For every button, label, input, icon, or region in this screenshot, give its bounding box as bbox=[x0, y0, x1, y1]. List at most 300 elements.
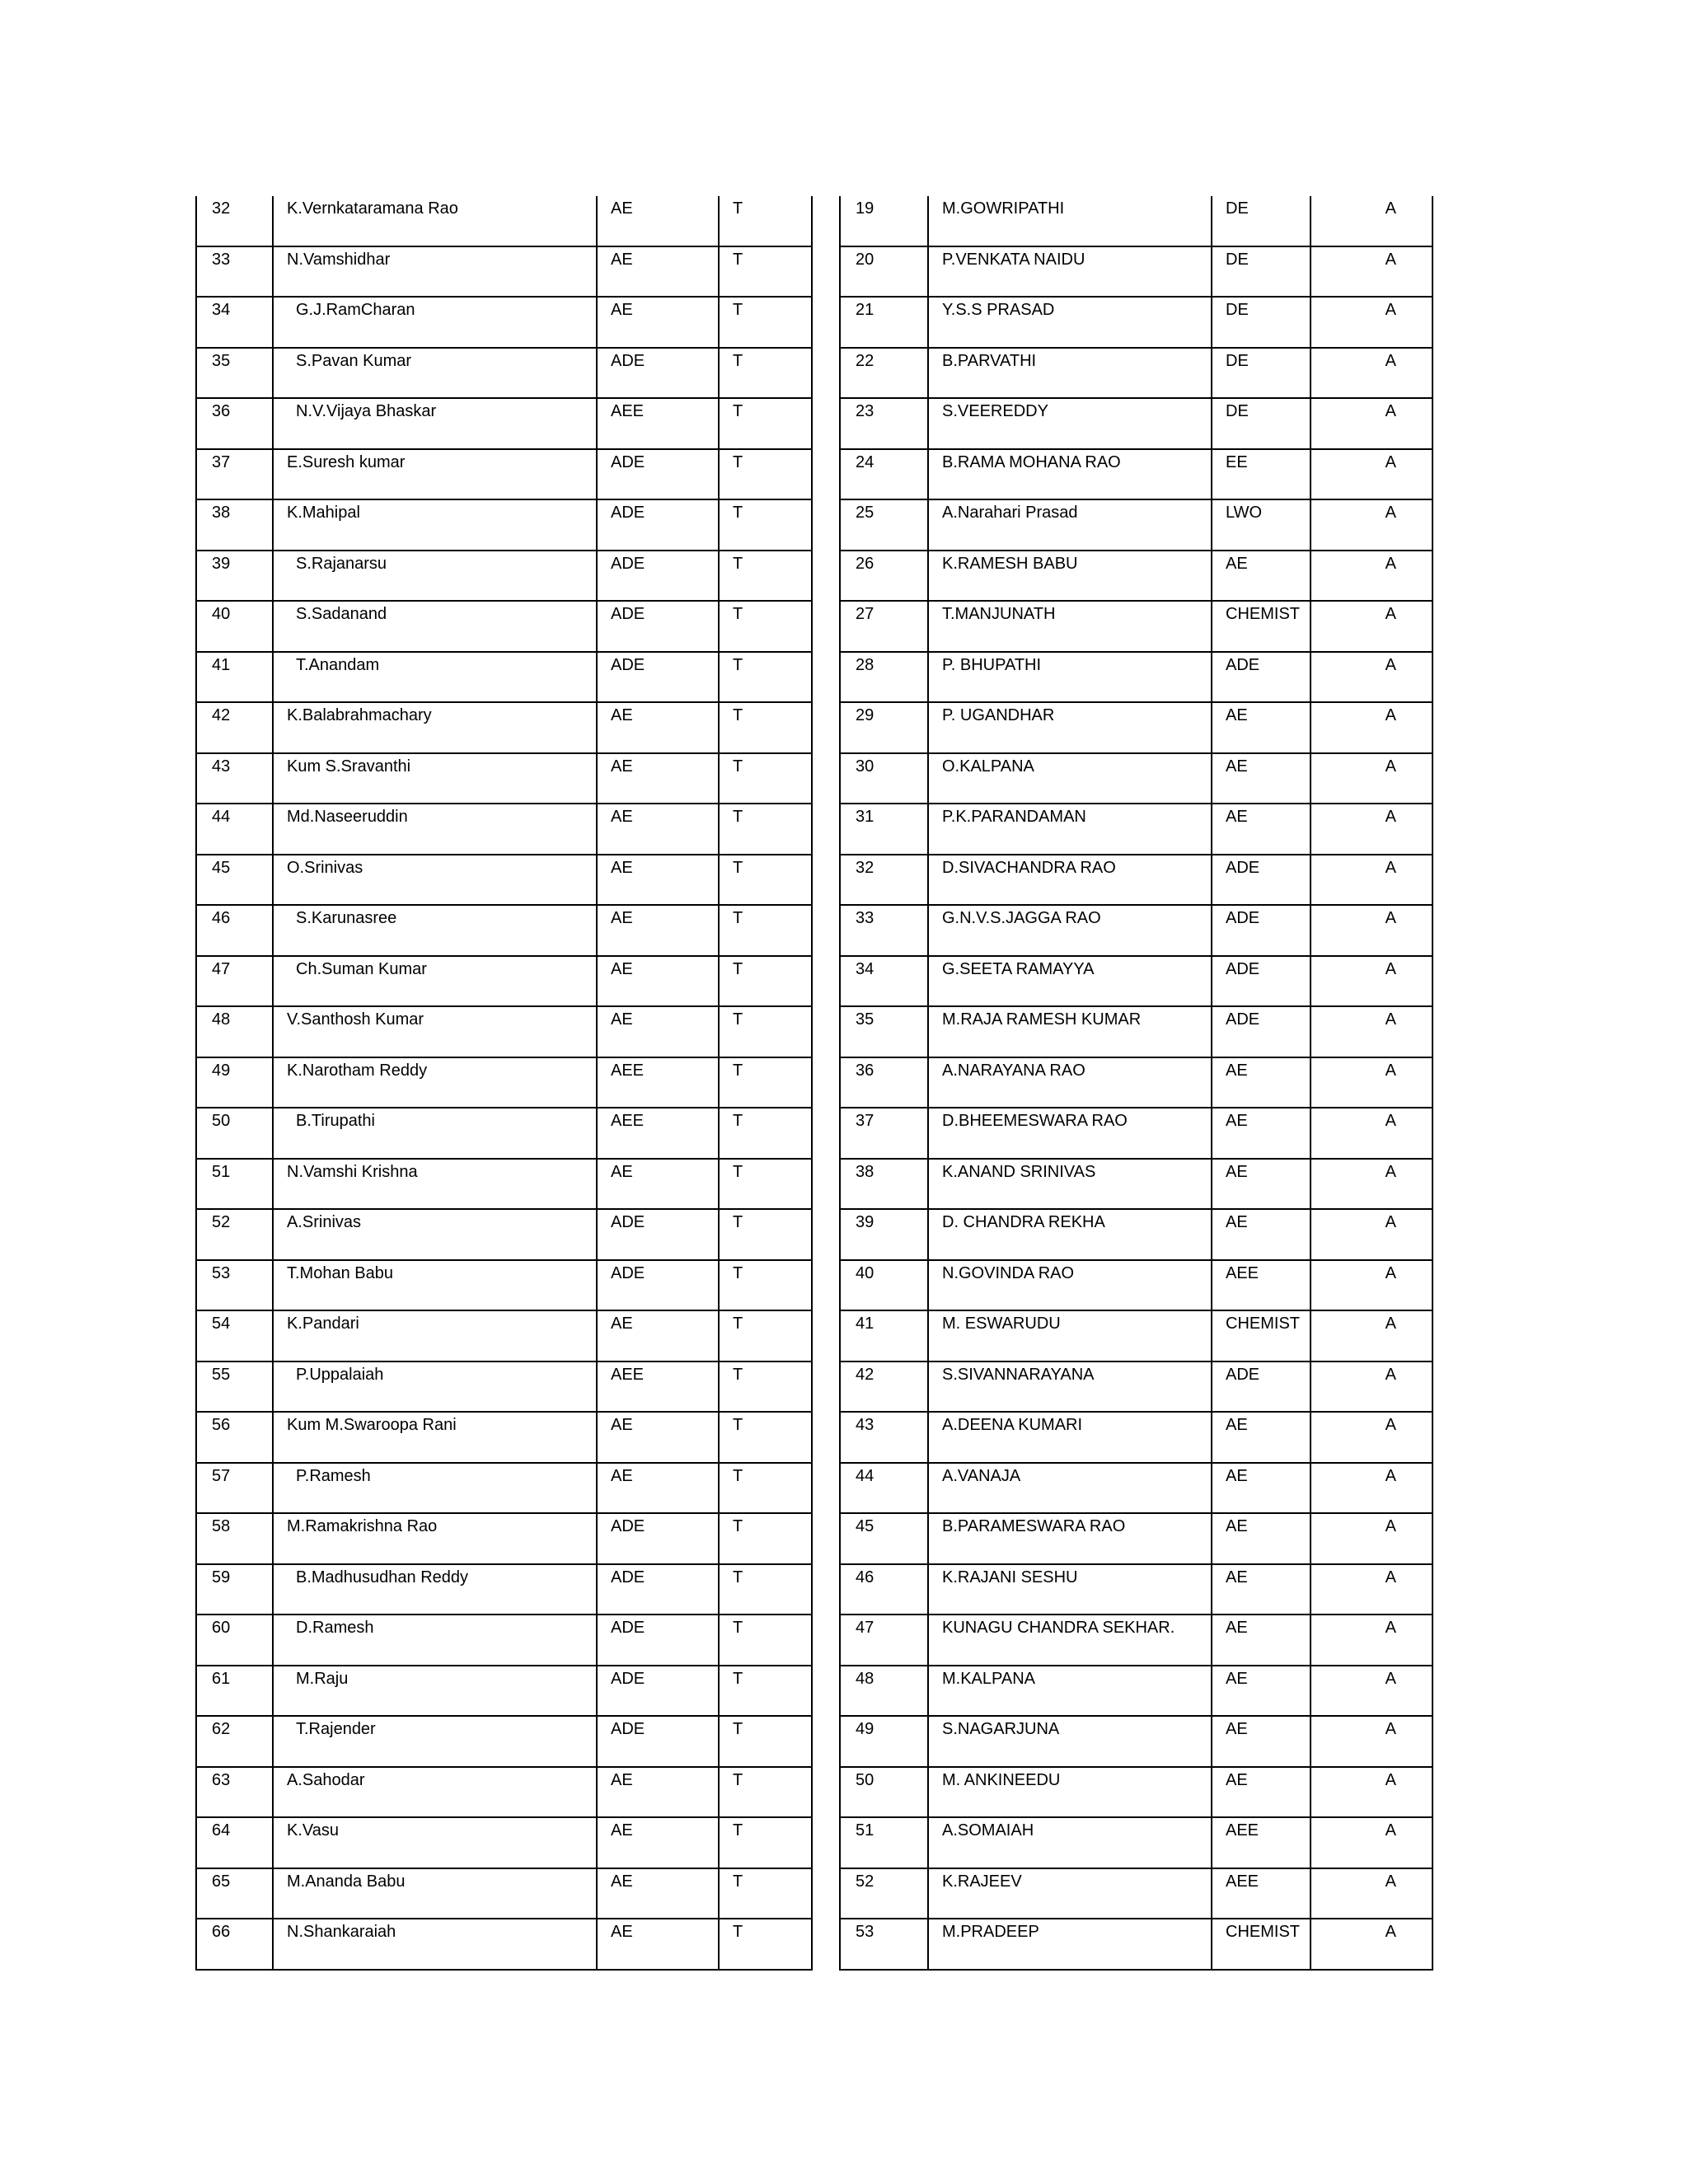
designation-text: AE bbox=[611, 757, 633, 776]
serial-number-cell bbox=[196, 804, 273, 855]
employee-name-text: G.SEETA RAMAYYA bbox=[942, 959, 1095, 978]
table-row bbox=[196, 398, 812, 449]
employee-name-text: N.Vamshidhar bbox=[287, 250, 391, 269]
table-row bbox=[840, 652, 1432, 703]
serial-number-text: 37 bbox=[212, 452, 231, 471]
category-code-text: A bbox=[1385, 757, 1396, 776]
table-row bbox=[840, 1310, 1432, 1361]
employee-name-text: M.PRADEEP bbox=[942, 1923, 1039, 1941]
employee-name-text: D. CHANDRA REKHA bbox=[942, 1213, 1105, 1231]
designation-text: AE bbox=[1226, 1568, 1248, 1586]
employee-name-text: Ch.Suman Kumar bbox=[296, 959, 427, 978]
designation-text: ADE bbox=[611, 1669, 645, 1688]
employee-name-cell bbox=[928, 1513, 1212, 1564]
serial-number-cell bbox=[840, 1817, 928, 1868]
designation-text: DE bbox=[1226, 351, 1249, 370]
category-code-cell bbox=[1311, 196, 1432, 246]
employee-name-cell bbox=[273, 246, 597, 298]
designation-cell bbox=[1212, 348, 1311, 399]
employee-name-cell bbox=[273, 1159, 597, 1210]
designation-cell bbox=[1212, 1919, 1311, 1970]
employee-name-cell bbox=[273, 1564, 597, 1615]
designation-cell bbox=[597, 1057, 719, 1108]
serial-number-text: 34 bbox=[212, 301, 231, 319]
employee-name-cell bbox=[928, 398, 1212, 449]
designation-text: AE bbox=[611, 1923, 633, 1941]
serial-number-cell bbox=[840, 1260, 928, 1311]
designation-text: DE bbox=[1226, 301, 1249, 319]
employee-name-text: B.Madhusudhan Reddy bbox=[296, 1568, 469, 1586]
category-code-cell bbox=[1311, 1615, 1432, 1666]
designation-cell bbox=[1212, 804, 1311, 855]
employee-name-cell bbox=[928, 601, 1212, 652]
designation-text: EE bbox=[1226, 452, 1248, 471]
category-code-cell bbox=[1311, 398, 1432, 449]
category-code-cell bbox=[1311, 1513, 1432, 1564]
table-row bbox=[840, 905, 1432, 956]
employee-name-cell bbox=[928, 1564, 1212, 1615]
serial-number-text: 62 bbox=[212, 1720, 231, 1738]
employee-name-text: N.Vamshi Krishna bbox=[287, 1162, 418, 1181]
table-row bbox=[840, 1006, 1432, 1057]
designation-cell bbox=[1212, 1310, 1311, 1361]
designation-cell bbox=[1212, 1817, 1311, 1868]
serial-number-cell bbox=[196, 601, 273, 652]
category-code-cell bbox=[1311, 246, 1432, 298]
serial-number-text: 32 bbox=[856, 858, 874, 877]
employee-name-text: Kum S.Sravanthi bbox=[287, 757, 411, 776]
employee-name-text: A.DEENA KUMARI bbox=[942, 1416, 1083, 1434]
designation-text: CHEMIST bbox=[1226, 1315, 1300, 1333]
category-code-text: A bbox=[1385, 1365, 1396, 1384]
designation-text: ADE bbox=[1226, 1010, 1260, 1029]
employee-name-text: M.Raju bbox=[296, 1669, 349, 1688]
designation-cell bbox=[597, 297, 719, 348]
designation-cell bbox=[597, 449, 719, 500]
serial-number-text: 54 bbox=[212, 1315, 231, 1333]
employee-name-cell bbox=[273, 1817, 597, 1868]
employee-name-text: P.VENKATA NAIDU bbox=[942, 250, 1085, 269]
serial-number-text: 45 bbox=[212, 858, 231, 877]
serial-number-cell bbox=[196, 1716, 273, 1767]
serial-number-text: 46 bbox=[212, 909, 231, 927]
table-row bbox=[196, 1260, 812, 1311]
category-code-text: A bbox=[1385, 959, 1396, 978]
serial-number-text: 56 bbox=[212, 1416, 231, 1434]
table-row bbox=[196, 1159, 812, 1210]
category-code-text: T bbox=[733, 655, 743, 674]
category-code-text: T bbox=[733, 1619, 743, 1637]
employee-name-cell bbox=[273, 449, 597, 500]
serial-number-cell bbox=[196, 449, 273, 500]
serial-number-cell bbox=[840, 1412, 928, 1463]
table-row bbox=[196, 1108, 812, 1159]
designation-cell bbox=[597, 1564, 719, 1615]
designation-text: AE bbox=[1226, 1213, 1248, 1231]
serial-number-cell bbox=[840, 348, 928, 399]
serial-number-cell bbox=[196, 1159, 273, 1210]
serial-number-cell bbox=[840, 196, 928, 246]
designation-cell bbox=[597, 1006, 719, 1057]
employee-name-cell bbox=[928, 1716, 1212, 1767]
table-row bbox=[840, 956, 1432, 1007]
employee-name-cell bbox=[928, 449, 1212, 500]
table-row bbox=[840, 601, 1432, 652]
designation-cell bbox=[597, 1767, 719, 1818]
employee-name-text: O.KALPANA bbox=[942, 757, 1034, 776]
category-code-text: T bbox=[733, 1517, 743, 1535]
category-code-cell bbox=[719, 398, 812, 449]
designation-cell bbox=[597, 956, 719, 1007]
serial-number-cell bbox=[840, 449, 928, 500]
employee-name-text: G.J.RamCharan bbox=[296, 301, 415, 319]
employee-name-text: G.N.V.S.JAGGA RAO bbox=[942, 909, 1101, 927]
category-code-text: T bbox=[733, 1010, 743, 1029]
table-row bbox=[840, 1716, 1432, 1767]
category-code-text: T bbox=[733, 1365, 743, 1384]
employee-name-text: P. UGANDHAR bbox=[942, 706, 1055, 724]
category-code-text: T bbox=[733, 706, 743, 724]
employee-name-cell bbox=[928, 1615, 1212, 1666]
employee-name-cell bbox=[273, 499, 597, 551]
designation-text: ADE bbox=[611, 1619, 645, 1637]
serial-number-cell bbox=[196, 246, 273, 298]
serial-number-text: 30 bbox=[856, 757, 874, 776]
designation-text: AE bbox=[1226, 1112, 1248, 1130]
employee-name-cell bbox=[273, 1868, 597, 1919]
category-code-cell bbox=[719, 1057, 812, 1108]
serial-number-text: 46 bbox=[856, 1568, 874, 1586]
table-row bbox=[196, 1006, 812, 1057]
employee-name-text: Kum M.Swaroopa Rani bbox=[287, 1416, 457, 1434]
serial-number-text: 41 bbox=[856, 1315, 874, 1333]
designation-cell bbox=[597, 398, 719, 449]
designation-text: AE bbox=[611, 1770, 633, 1789]
employee-name-cell bbox=[273, 956, 597, 1007]
category-code-cell bbox=[1311, 551, 1432, 602]
designation-text: AEE bbox=[1226, 1821, 1259, 1840]
serial-number-text: 44 bbox=[856, 1466, 874, 1485]
table-row bbox=[196, 348, 812, 399]
category-code-text: T bbox=[733, 1466, 743, 1485]
category-code-cell bbox=[719, 1159, 812, 1210]
employee-name-cell bbox=[928, 246, 1212, 298]
employee-name-text: A.Sahodar bbox=[287, 1770, 365, 1789]
serial-number-cell bbox=[196, 1310, 273, 1361]
table-row bbox=[196, 1817, 812, 1868]
designation-text: ADE bbox=[1226, 959, 1260, 978]
category-code-text: A bbox=[1385, 1770, 1396, 1789]
serial-number-cell bbox=[840, 1361, 928, 1413]
designation-cell bbox=[597, 1209, 719, 1260]
designation-cell bbox=[1212, 551, 1311, 602]
employee-name-text: S.Karunasree bbox=[296, 909, 397, 927]
table-row bbox=[840, 1513, 1432, 1564]
category-code-cell bbox=[1311, 1564, 1432, 1615]
designation-cell bbox=[597, 551, 719, 602]
employee-name-cell bbox=[273, 551, 597, 602]
designation-cell bbox=[1212, 1716, 1311, 1767]
employee-name-cell bbox=[273, 297, 597, 348]
category-code-text: A bbox=[1385, 1315, 1396, 1333]
category-code-cell bbox=[1311, 1361, 1432, 1413]
serial-number-text: 44 bbox=[212, 808, 231, 826]
serial-number-text: 22 bbox=[856, 351, 874, 370]
category-code-text: T bbox=[733, 757, 743, 776]
serial-number-text: 24 bbox=[856, 452, 874, 471]
serial-number-cell bbox=[840, 1716, 928, 1767]
designation-cell bbox=[1212, 1260, 1311, 1311]
designation-text: ADE bbox=[1226, 655, 1260, 674]
category-code-text: A bbox=[1385, 909, 1396, 927]
table-row bbox=[840, 1767, 1432, 1818]
employee-name-text: T.MANJUNATH bbox=[942, 605, 1056, 623]
serial-number-cell bbox=[196, 855, 273, 906]
table-row bbox=[840, 1564, 1432, 1615]
table-row bbox=[196, 1919, 812, 1970]
table-row bbox=[840, 1412, 1432, 1463]
table-row bbox=[840, 196, 1432, 246]
category-code-text: T bbox=[733, 605, 743, 623]
designation-cell bbox=[597, 601, 719, 652]
category-code-text: T bbox=[733, 1720, 743, 1738]
serial-number-cell bbox=[196, 1209, 273, 1260]
serial-number-text: 39 bbox=[212, 554, 231, 573]
employee-name-cell bbox=[928, 652, 1212, 703]
designation-text: ADE bbox=[611, 554, 645, 573]
table-row bbox=[196, 196, 812, 246]
designation-text: AEE bbox=[611, 1112, 645, 1130]
category-code-text: A bbox=[1385, 351, 1396, 370]
category-code-cell bbox=[1311, 1716, 1432, 1767]
serial-number-cell bbox=[840, 1513, 928, 1564]
employee-name-cell bbox=[273, 1006, 597, 1057]
serial-number-text: 53 bbox=[212, 1263, 231, 1282]
designation-text: AE bbox=[611, 1821, 633, 1840]
category-code-text: A bbox=[1385, 402, 1396, 420]
employee-name-text: B.Tirupathi bbox=[296, 1112, 375, 1130]
table-row bbox=[196, 551, 812, 602]
category-code-cell bbox=[1311, 1412, 1432, 1463]
designation-text: AE bbox=[611, 808, 633, 826]
designation-cell bbox=[597, 1666, 719, 1717]
designation-text: AEE bbox=[611, 1365, 645, 1384]
category-code-text: T bbox=[733, 1821, 743, 1840]
table-row bbox=[196, 1310, 812, 1361]
category-code-text: T bbox=[733, 1213, 743, 1231]
employee-name-text: B.PARAMESWARA RAO bbox=[942, 1517, 1126, 1535]
designation-text: CHEMIST bbox=[1226, 1923, 1300, 1941]
category-code-text: T bbox=[733, 1112, 743, 1130]
designation-cell bbox=[597, 855, 719, 906]
table-row bbox=[196, 1615, 812, 1666]
designation-cell bbox=[597, 1463, 719, 1514]
designation-cell bbox=[597, 246, 719, 298]
employee-name-text: A.Narahari Prasad bbox=[942, 504, 1078, 522]
category-code-text: T bbox=[733, 504, 743, 522]
category-code-cell bbox=[1311, 601, 1432, 652]
category-code-text: A bbox=[1385, 1162, 1396, 1181]
designation-cell bbox=[597, 1361, 719, 1413]
designation-cell bbox=[1212, 1666, 1311, 1717]
employee-name-cell bbox=[273, 1716, 597, 1767]
serial-number-cell bbox=[840, 1564, 928, 1615]
serial-number-text: 28 bbox=[856, 655, 874, 674]
designation-text: AE bbox=[1226, 808, 1248, 826]
category-code-cell bbox=[1311, 499, 1432, 551]
designation-text: ADE bbox=[1226, 909, 1260, 927]
designation-text: AE bbox=[1226, 757, 1248, 776]
employee-name-cell bbox=[273, 753, 597, 804]
serial-number-text: 48 bbox=[856, 1669, 874, 1688]
serial-number-text: 39 bbox=[856, 1213, 874, 1231]
serial-number-cell bbox=[196, 196, 273, 246]
designation-cell bbox=[1212, 1108, 1311, 1159]
employee-name-cell bbox=[928, 1767, 1212, 1818]
employee-name-cell bbox=[273, 804, 597, 855]
employee-name-cell bbox=[928, 348, 1212, 399]
category-code-cell bbox=[1311, 652, 1432, 703]
employee-name-text: Md.Naseeruddin bbox=[287, 808, 408, 826]
employee-name-text: M. ESWARUDU bbox=[942, 1315, 1061, 1333]
serial-number-cell bbox=[840, 398, 928, 449]
serial-number-text: 51 bbox=[856, 1821, 874, 1840]
serial-number-cell bbox=[196, 499, 273, 551]
category-code-text: T bbox=[733, 1923, 743, 1941]
employee-name-text: S.Sadanand bbox=[296, 605, 387, 623]
category-code-cell bbox=[719, 1666, 812, 1717]
designation-text: ADE bbox=[1226, 858, 1260, 877]
designation-cell bbox=[597, 1919, 719, 1970]
designation-text: DE bbox=[1226, 402, 1249, 420]
category-code-cell bbox=[1311, 449, 1432, 500]
table-row bbox=[196, 1868, 812, 1919]
serial-number-text: 33 bbox=[212, 250, 231, 269]
designation-cell bbox=[1212, 1564, 1311, 1615]
category-code-text: A bbox=[1385, 504, 1396, 522]
employee-name-cell bbox=[928, 753, 1212, 804]
category-code-cell bbox=[719, 601, 812, 652]
table-row bbox=[196, 753, 812, 804]
category-code-text: A bbox=[1385, 1568, 1396, 1586]
category-code-text: T bbox=[733, 1770, 743, 1789]
designation-cell bbox=[1212, 1767, 1311, 1818]
serial-number-text: 52 bbox=[212, 1213, 231, 1231]
employee-name-text: B.RAMA MOHANA RAO bbox=[942, 452, 1121, 471]
category-code-cell bbox=[719, 1361, 812, 1413]
serial-number-text: 59 bbox=[212, 1568, 231, 1586]
designation-cell bbox=[1212, 297, 1311, 348]
table-row bbox=[840, 1868, 1432, 1919]
category-code-cell bbox=[719, 1412, 812, 1463]
serial-number-cell bbox=[840, 1159, 928, 1210]
table-row bbox=[196, 297, 812, 348]
serial-number-cell bbox=[196, 1057, 273, 1108]
serial-number-cell bbox=[196, 1817, 273, 1868]
category-code-text: T bbox=[733, 554, 743, 573]
table-row bbox=[840, 804, 1432, 855]
serial-number-text: 38 bbox=[856, 1162, 874, 1181]
category-code-cell bbox=[719, 905, 812, 956]
designation-text: ADE bbox=[611, 504, 645, 522]
category-code-cell bbox=[1311, 905, 1432, 956]
designation-text: AE bbox=[1226, 1770, 1248, 1789]
table-row bbox=[840, 398, 1432, 449]
category-code-text: A bbox=[1385, 250, 1396, 269]
category-code-text: A bbox=[1385, 1112, 1396, 1130]
serial-number-text: 47 bbox=[212, 959, 231, 978]
employee-name-cell bbox=[273, 702, 597, 753]
designation-cell bbox=[1212, 1159, 1311, 1210]
category-code-cell bbox=[719, 1108, 812, 1159]
designation-text: AE bbox=[611, 1162, 633, 1181]
serial-number-cell bbox=[840, 1919, 928, 1970]
serial-number-cell bbox=[196, 1767, 273, 1818]
employee-name-cell bbox=[928, 1412, 1212, 1463]
designation-cell bbox=[597, 652, 719, 703]
table-row bbox=[840, 297, 1432, 348]
serial-number-text: 36 bbox=[212, 402, 231, 420]
serial-number-cell bbox=[196, 702, 273, 753]
designation-cell bbox=[1212, 1868, 1311, 1919]
table-row bbox=[840, 1209, 1432, 1260]
designation-text: AE bbox=[611, 1315, 633, 1333]
designation-cell bbox=[597, 1159, 719, 1210]
serial-number-cell bbox=[840, 1057, 928, 1108]
serial-number-text: 53 bbox=[856, 1923, 874, 1941]
designation-cell bbox=[597, 1817, 719, 1868]
category-code-text: T bbox=[733, 1416, 743, 1434]
category-code-cell bbox=[719, 1513, 812, 1564]
category-code-cell bbox=[1311, 1260, 1432, 1311]
table-row bbox=[196, 1767, 812, 1818]
designation-text: ADE bbox=[1226, 1365, 1260, 1384]
category-code-cell bbox=[1311, 1666, 1432, 1717]
designation-cell bbox=[1212, 1361, 1311, 1413]
employee-name-text: E.Suresh kumar bbox=[287, 452, 406, 471]
category-code-text: A bbox=[1385, 1872, 1396, 1891]
category-code-text: T bbox=[733, 1669, 743, 1688]
designation-text: ADE bbox=[611, 1263, 645, 1282]
employee-name-text: A.VANAJA bbox=[942, 1466, 1021, 1485]
table-row bbox=[840, 246, 1432, 298]
employee-name-text: K.Pandari bbox=[287, 1315, 359, 1333]
designation-text: AEE bbox=[1226, 1872, 1259, 1891]
serial-number-text: 60 bbox=[212, 1619, 231, 1637]
employee-name-text: T.Mohan Babu bbox=[287, 1263, 393, 1282]
designation-cell bbox=[1212, 1463, 1311, 1514]
designation-cell bbox=[1212, 601, 1311, 652]
category-code-text: T bbox=[733, 1263, 743, 1282]
serial-number-cell bbox=[196, 348, 273, 399]
category-code-cell bbox=[1311, 1817, 1432, 1868]
category-code-cell bbox=[719, 1868, 812, 1919]
serial-number-text: 25 bbox=[856, 504, 874, 522]
employee-name-cell bbox=[928, 905, 1212, 956]
category-code-cell bbox=[719, 855, 812, 906]
category-code-cell bbox=[719, 1716, 812, 1767]
category-code-text: A bbox=[1385, 1213, 1396, 1231]
table-row bbox=[196, 1209, 812, 1260]
category-code-text: A bbox=[1385, 1669, 1396, 1688]
designation-text: AEE bbox=[1226, 1263, 1259, 1282]
serial-number-cell bbox=[196, 1463, 273, 1514]
serial-number-cell bbox=[196, 1919, 273, 1970]
category-code-cell bbox=[1311, 1006, 1432, 1057]
table-row bbox=[196, 1666, 812, 1717]
serial-number-text: 42 bbox=[856, 1365, 874, 1384]
serial-number-cell bbox=[196, 1108, 273, 1159]
